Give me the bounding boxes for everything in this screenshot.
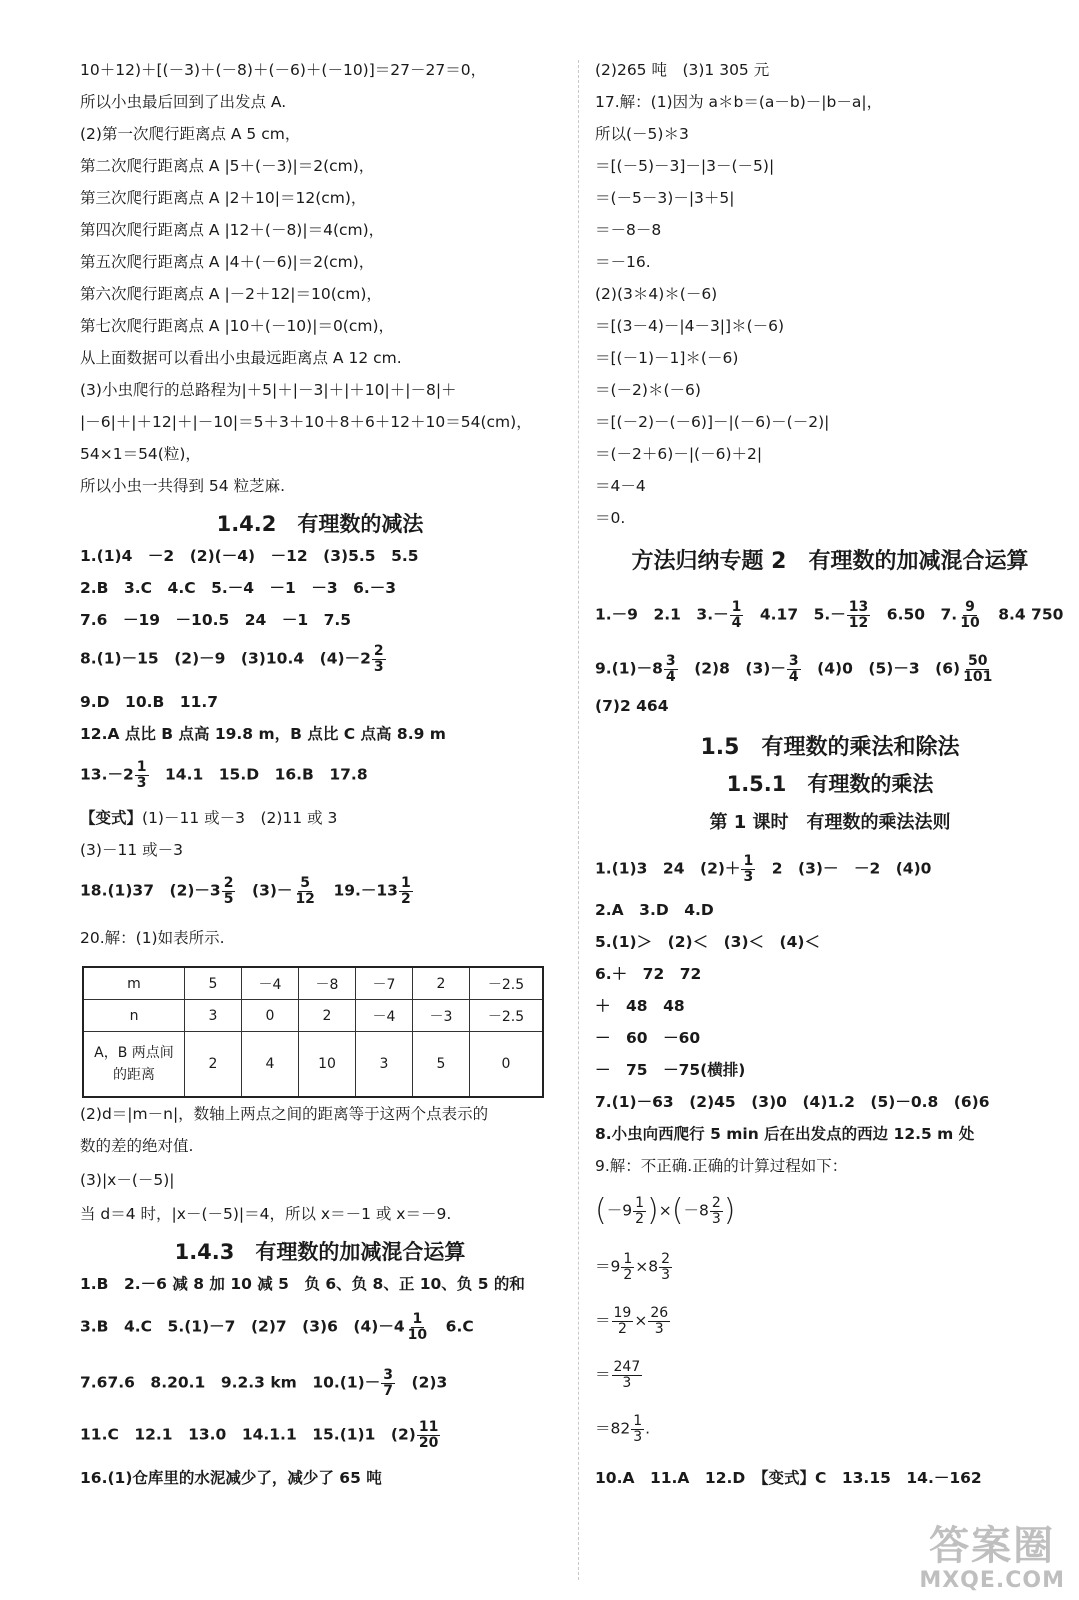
text-line: (3)小虫爬行的总路程为|＋5|＋|－3|＋|＋10|＋|－8|＋ [80, 381, 457, 399]
table-row-label: A，B 两点间的距离 [83, 1032, 185, 1098]
text-line: 第五次爬行距离点 A |4＋(－6)|＝2(cm)， [80, 253, 375, 271]
table-cell: 5 [185, 967, 242, 1000]
equation-line: ＝ $\frac{247}{3}$ [595, 1359, 641, 1391]
text-line: 第七次爬行距离点 A |10＋(－10)|＝0(cm)， [80, 317, 395, 335]
column-divider [578, 60, 579, 1580]
table-cell: 2 [413, 967, 470, 1000]
answer-line: 9.D 10.B 11.7 [80, 693, 219, 711]
table-cell: －4 [242, 967, 299, 1000]
answer-line: － 60 －60 [595, 1029, 701, 1047]
text-line: |－6|＋|＋12|＋|－10|＝5＋3＋10＋8＋6＋12＋10＝54(cm)， [80, 413, 532, 431]
section-heading-1-5: 1.5 有理数的乘法和除法 [700, 735, 960, 760]
answer-line: 11.C 12.1 13.0 14.1.1 15.(1)1 (2) $\frac{11}{20}$ [80, 1419, 439, 1451]
table-cell: 5 [413, 1032, 470, 1098]
text-line: ＝[(－2)－(－6)]－|(－6)－(－2)| [595, 413, 830, 431]
answer-line: 3.B 4.C 5.(1)－7 (2)7 (3)6 (4)－4 $\frac{1}{10}$ 6.C [80, 1311, 474, 1343]
text-line: 17.解：(1)因为 a＊b＝(a－b)－|b－a|， [595, 93, 883, 111]
equation-line: (－9 $\frac{1}{2}$ )×(－8 $\frac{2}{3}$ ) [595, 1193, 736, 1229]
table-cell: 3 [185, 1000, 242, 1032]
text-line: (2)第一次爬行距离点 A 5 cm， [80, 125, 301, 143]
text-line: ＝(－2)＊(－6) [595, 381, 701, 399]
table-cell: －8 [299, 967, 356, 1000]
answer-line: 16.(1)仓库里的水泥减少了，减少了 65 吨 [80, 1469, 382, 1487]
watermark-logo: 答案圈 MXQE.COM [919, 1523, 1065, 1593]
table-cell: －2.5 [470, 967, 544, 1000]
table-cell: 10 [299, 1032, 356, 1098]
text-line: 所以小虫最后回到了出发点 A. [80, 93, 287, 111]
answer-line: 1.－9 2.1 3.－ $\frac{1}{4}$ 4.17 5.－ $\frac{13}{12}$ 6.50 7. $\frac{9}{10}$ 8.4 750 [595, 599, 1064, 631]
text-line: 从上面数据可以看出小虫最远距离点 A 12 cm. [80, 349, 402, 367]
section-heading-1-5-1: 1.5.1 有理数的乘法 [726, 772, 934, 796]
text-line: 10＋12)＋[(－3)＋(－8)＋(－6)＋(－10)]＝27－27＝0， [80, 61, 487, 79]
answer-line: 8.(1)－15 (2)－9 (3)10.4 (4)－2 $\frac{2}{3}$ [80, 643, 384, 675]
answer-line: 【变式】(1)－11 或－3 (2)11 或 3 [80, 809, 338, 827]
lesson-heading: 第 1 课时 有理数的乘法法则 [709, 812, 951, 833]
text-line: (2)d＝|m－n|，数轴上两点之间的距离等于这两个点表示的 [80, 1105, 489, 1123]
table-cell: －4 [356, 1000, 413, 1032]
text-line: 第二次爬行距离点 A |5＋(－3)|＝2(cm)， [80, 157, 375, 175]
section-heading-1-4-2: 1.4.2 有理数的减法 [216, 512, 424, 536]
text-line: (3)|x－(－5)| [80, 1171, 175, 1189]
text-line: ＝－16. [595, 253, 651, 271]
equation-line: ＝ $\frac{19}{2}$ × $\frac{26}{3}$ [595, 1305, 669, 1337]
answer-line: (3)－11 或－3 [80, 841, 183, 859]
text-line: 第六次爬行距离点 A |－2＋12|＝10(cm)， [80, 285, 382, 303]
answer-line: 2.B 3.C 4.C 5.－4 －1 －3 6.－3 [80, 579, 397, 597]
table-cell: 3 [356, 1032, 413, 1098]
answer-line: 20.解：(1)如表所示. [80, 929, 225, 947]
table-cell: 0 [242, 1000, 299, 1032]
text-line: ＝[(3－4)－|4－3|]＊(－6) [595, 317, 785, 335]
text-line: 当 d＝4 时，|x－(－5)|＝4，所以 x＝－1 或 x＝－9. [80, 1205, 452, 1223]
table-cell: 4 [242, 1032, 299, 1098]
text-line: 54×1＝54(粒)， [80, 445, 201, 463]
text-line: 第四次爬行距离点 A |12＋(－8)|＝4(cm)， [80, 221, 385, 239]
text-line: ＝[(－1)－1]＊(－6) [595, 349, 739, 367]
answer-line: 12.A 点比 B 点高 19.8 m，B 点比 C 点高 8.9 m [80, 725, 446, 743]
text-line: ＝－8－8 [595, 221, 662, 239]
answer-line: (7)2 464 [595, 697, 669, 715]
text-line: 所以小虫一共得到 54 粒芝麻. [80, 477, 286, 495]
answer-line: 7.6 －19 －10.5 24 －1 7.5 [80, 611, 352, 629]
table-row-label: n [83, 1000, 185, 1032]
text-line: ＝0. [595, 509, 626, 527]
equation-line: ＝9 $\frac{1}{2}$ ×8 $\frac{2}{3}$ [595, 1251, 671, 1283]
answer-line: 1.(1)4 －2 (2)(－4) －12 (3)5.5 5.5 [80, 547, 419, 565]
text-line: ＝(－2＋6)－|(－6)＋2| [595, 445, 763, 463]
equation-line: ＝82 $\frac{1}{3}$ . [595, 1413, 651, 1445]
text-line: ＝(－5－3)－|3＋5| [595, 189, 735, 207]
answer-line: 13.－2 $\frac{1}{3}$ 14.1 15.D 16.B 17.8 [80, 759, 368, 791]
table-cell: －2.5 [470, 1000, 544, 1032]
text-line: (2)265 吨 (3)1 305 元 [595, 61, 770, 79]
answer-line: － 75 －75(横排) [595, 1061, 746, 1079]
answer-line: 10.A 11.A 12.D 【变式】C 13.15 14.－162 [595, 1469, 982, 1487]
section-heading-1-4-3: 1.4.3 有理数的加减混合运算 [174, 1240, 466, 1264]
text-line: 所以(－5)＊3 [595, 125, 689, 143]
table-cell: 2 [299, 1000, 356, 1032]
answer-line: 9.(1)－8 $\frac{3}{4}$ (2)8 (3)－ $\frac{3}{4}$ (4)0 (5)－3 (6) $\frac{50}{101}$ [595, 653, 993, 685]
text-line: ＝4－4 [595, 477, 646, 495]
table-cell: －3 [413, 1000, 470, 1032]
section-heading-method-2: 方法归纳专题 2 有理数的加减混合运算 [631, 549, 1029, 574]
answer-line: 7.(1)－63 (2)45 (3)0 (4)1.2 (5)－0.8 (6)6 [595, 1093, 990, 1111]
table-cell: －7 [356, 967, 413, 1000]
answer-line: 1.(1)3 24 (2)＋ $\frac{1}{3}$ 2 (3)－ －2 (4)0 [595, 853, 932, 885]
answer-line: 6.＋ 72 72 [595, 965, 702, 983]
answer-line: 18.(1)37 (2)－3 $\frac{2}{5}$ (3)－ $\frac{5}{12}$ 19.－13 $\frac{1}{2}$ [80, 875, 411, 907]
answer-line: 5.(1)＞ (2)＜ (3)＜ (4)＜ [595, 933, 820, 951]
distance-table [82, 966, 544, 1098]
answer-line: 1.B 2.－6 减 8 加 10 减 5 负 6、负 8、正 10、负 5 的和 [80, 1275, 525, 1293]
table-cell: 2 [185, 1032, 242, 1098]
text-line: (2)(3＊4)＊(－6) [595, 285, 718, 303]
answer-line: 8.小虫向西爬行 5 min 后在出发点的西边 12.5 m 处 [595, 1125, 975, 1143]
table-row-label: m [83, 967, 185, 1000]
answer-line: 9.解：不正确.正确的计算过程如下： [595, 1157, 848, 1175]
text-line: 数的差的绝对值. [80, 1137, 194, 1155]
answer-line: 2.A 3.D 4.D [595, 901, 714, 919]
table-cell: 0 [470, 1032, 544, 1098]
text-line: 第三次爬行距离点 A |2＋10|＝12(cm)， [80, 189, 367, 207]
answer-line: 7.67.6 8.20.1 9.2.3 km 10.(1)－ $\frac{3}{7}$ (2)3 [80, 1367, 448, 1399]
answer-line: ＋ 48 48 [595, 997, 685, 1015]
text-line: ＝[(－5)－3]－|3－(－5)| [595, 157, 775, 175]
